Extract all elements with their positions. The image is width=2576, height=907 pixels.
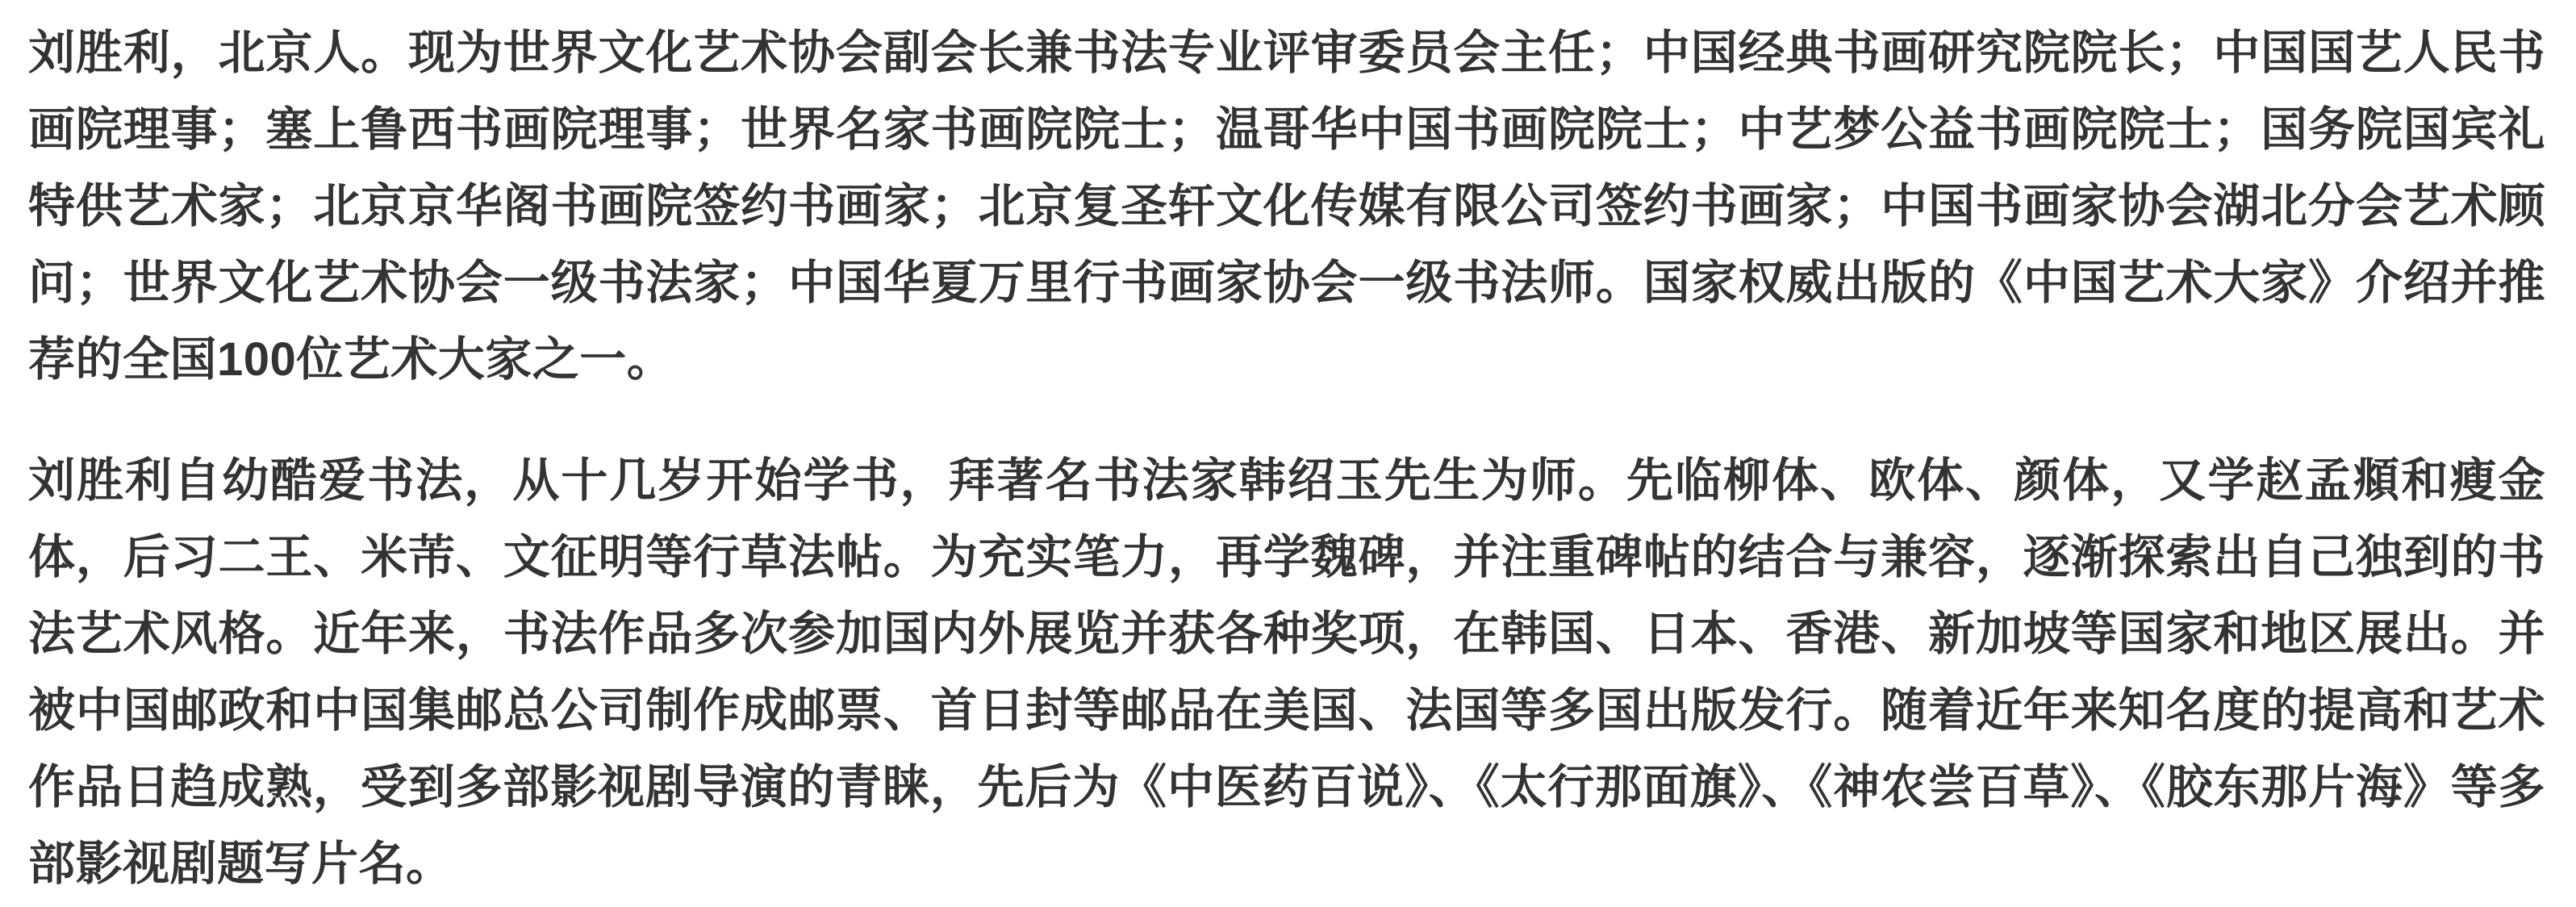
bio-paragraph-titles: 刘胜利，北京人。现为世界文化艺术协会副会长兼书法专业评审委员会主任；中国经典书画研究院院长；中国国艺人民书画院理事；塞上鲁西书画院理事；世界名家书画院院士；温哥华中国书画院院士；中艺梦公益书画院院士；国务院国宾礼特供艺术家；北京京华阁书画院签约书画家；北京复圣轩文化传媒有限公司签约书画家；中国书画家协会湖北分会艺术顾问；世界文化艺术协会一级书法家；中国华夏万里行书画家协会一级书法师。国家权威出版的《中国艺术大家》介绍并推荐的全国100位艺术大家之一。 — [28, 27, 2545, 386]
bio-paragraph-career: 刘胜利自幼酷爱书法，从十几岁开始学书，拜著名书法家韩绍玉先生为师。先临柳体、欧体、颜体，又学赵孟頫和瘦金体，后习二王、米芾、文征明等行草法帖。为充实笔力，再学魏碑，并注重碑帖的结合与兼容，逐渐探索出自己独到的书法艺术风格。近年来，书法作品多次参加国内外展览并获各种奖项，在韩国、日本、香港、新加坡等国家和地区展出。并被中国邮政和中国集邮总公司制作成邮票、首日封等邮品在美国、法国等多国出版发行。随着近年来知名度的提高和艺术作品日趋成熟，受到多部影视剧导演的青睐，先后为《中医药百说》、《太行那面旗》、《神农尝百草》、《胶东那片海》等多部影视剧题写片名。 — [28, 454, 2545, 890]
